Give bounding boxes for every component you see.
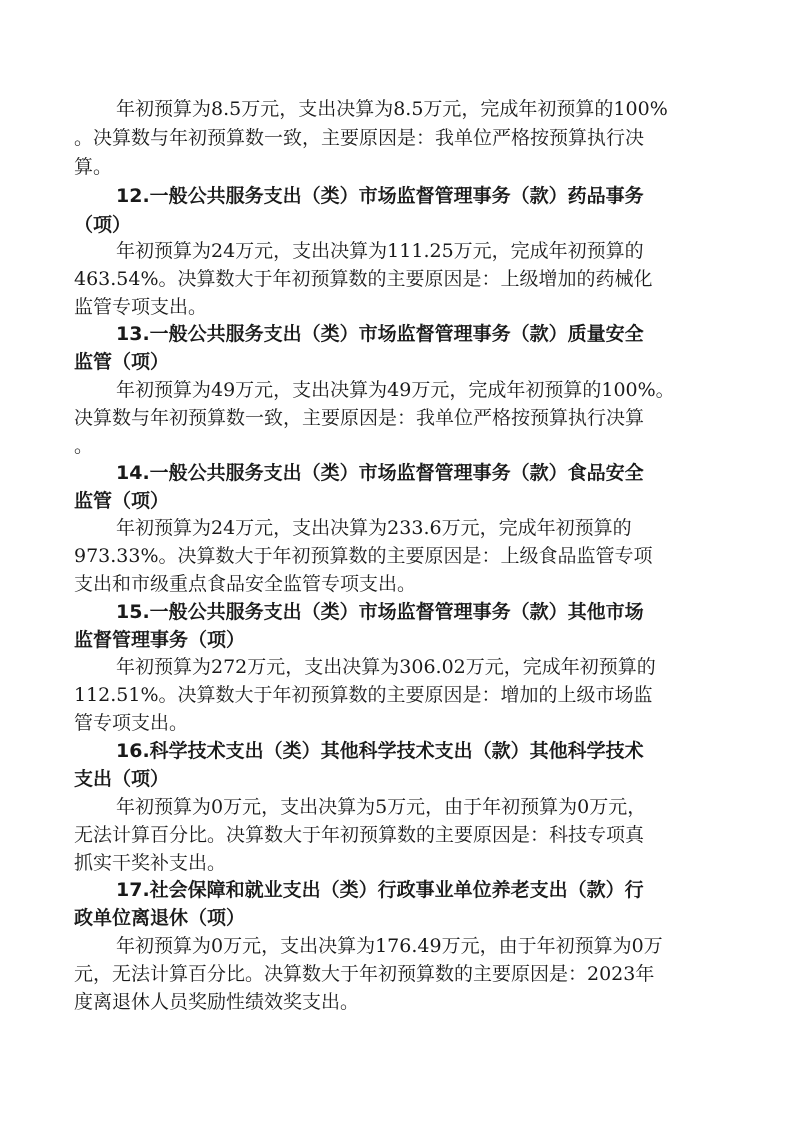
paragraph-line: 决算数与年初预算数一致，主要原因是：我单位严格按预算执行决算 (74, 407, 645, 429)
section-heading: 监管（项） (74, 351, 170, 373)
section-heading: 16.科学技术支出（类）其他科学技术支出（款）其他科学技术 (116, 740, 644, 762)
section-heading: 监督管理事务（项） (74, 629, 246, 651)
paragraph-line: 算。 (74, 156, 113, 178)
section-heading: （项） (74, 214, 132, 236)
paragraph-line: 年初预算为24万元，支出决算为233.6万元，完成年初预算的 (116, 517, 632, 539)
paragraph-line: 抓实干奖补支出。 (74, 852, 227, 874)
section-heading: 17.社会保障和就业支出（类）行政事业单位养老支出（款）行 (116, 879, 644, 901)
section-heading: 14.一般公共服务支出（类）市场监督管理事务（款）食品安全 (116, 462, 644, 484)
paragraph-line: 管专项支出。 (74, 712, 189, 734)
section-heading: 13.一般公共服务支出（类）市场监督管理事务（款）质量安全 (116, 323, 644, 345)
paragraph-line: 112.51%。决算数大于年初预算数的主要原因是：增加的上级市场监 (74, 684, 653, 706)
section-heading: 12.一般公共服务支出（类）市场监督管理事务（款）药品事务 (116, 185, 644, 207)
paragraph-line: 支出和市级重点食品安全监管专项支出。 (74, 573, 417, 595)
paragraph-line: 。决算数与年初预算数一致，主要原因是：我单位严格按预算执行决 (74, 127, 645, 149)
section-heading: 政单位离退休（项） (74, 907, 246, 929)
paragraph-line: 463.54%。决算数大于年初预算数的主要原因是：上级增加的药械化 (74, 268, 653, 290)
paragraph-line: 年初预算为8.5万元，支出决算为8.5万元，完成年初预算的100% (116, 98, 668, 120)
paragraph-line: 元，无法计算百分比。决算数大于年初预算数的主要原因是：2023年 (74, 963, 655, 985)
section-heading: 监管（项） (74, 490, 170, 512)
paragraph-line: 监管专项支出。 (74, 296, 208, 318)
paragraph-line: 。 (74, 435, 94, 457)
paragraph-line: 无法计算百分比。决算数大于年初预算数的主要原因是：科技专项真 (74, 824, 645, 846)
paragraph-line: 973.33%。决算数大于年初预算数的主要原因是：上级食品监管专项 (74, 545, 653, 567)
paragraph-line: 年初预算为0万元，支出决算为176.49万元，由于年初预算为0万 (116, 935, 663, 957)
paragraph-line: 年初预算为24万元，支出决算为111.25万元，完成年初预算的 (116, 240, 644, 262)
paragraph-line: 年初预算为272万元，支出决算为306.02万元，完成年初预算的 (116, 656, 656, 678)
paragraph-line: 度离退休人员奖励性绩效奖支出。 (74, 991, 360, 1013)
section-heading: 支出（项） (74, 768, 170, 790)
section-heading: 15.一般公共服务支出（类）市场监督管理事务（款）其他市场 (116, 601, 644, 623)
paragraph-line: 年初预算为0万元，支出决算为5万元，由于年初预算为0万元， (116, 796, 647, 818)
paragraph-line: 年初预算为49万元，支出决算为49万元，完成年初预算的100%。 (116, 379, 675, 401)
